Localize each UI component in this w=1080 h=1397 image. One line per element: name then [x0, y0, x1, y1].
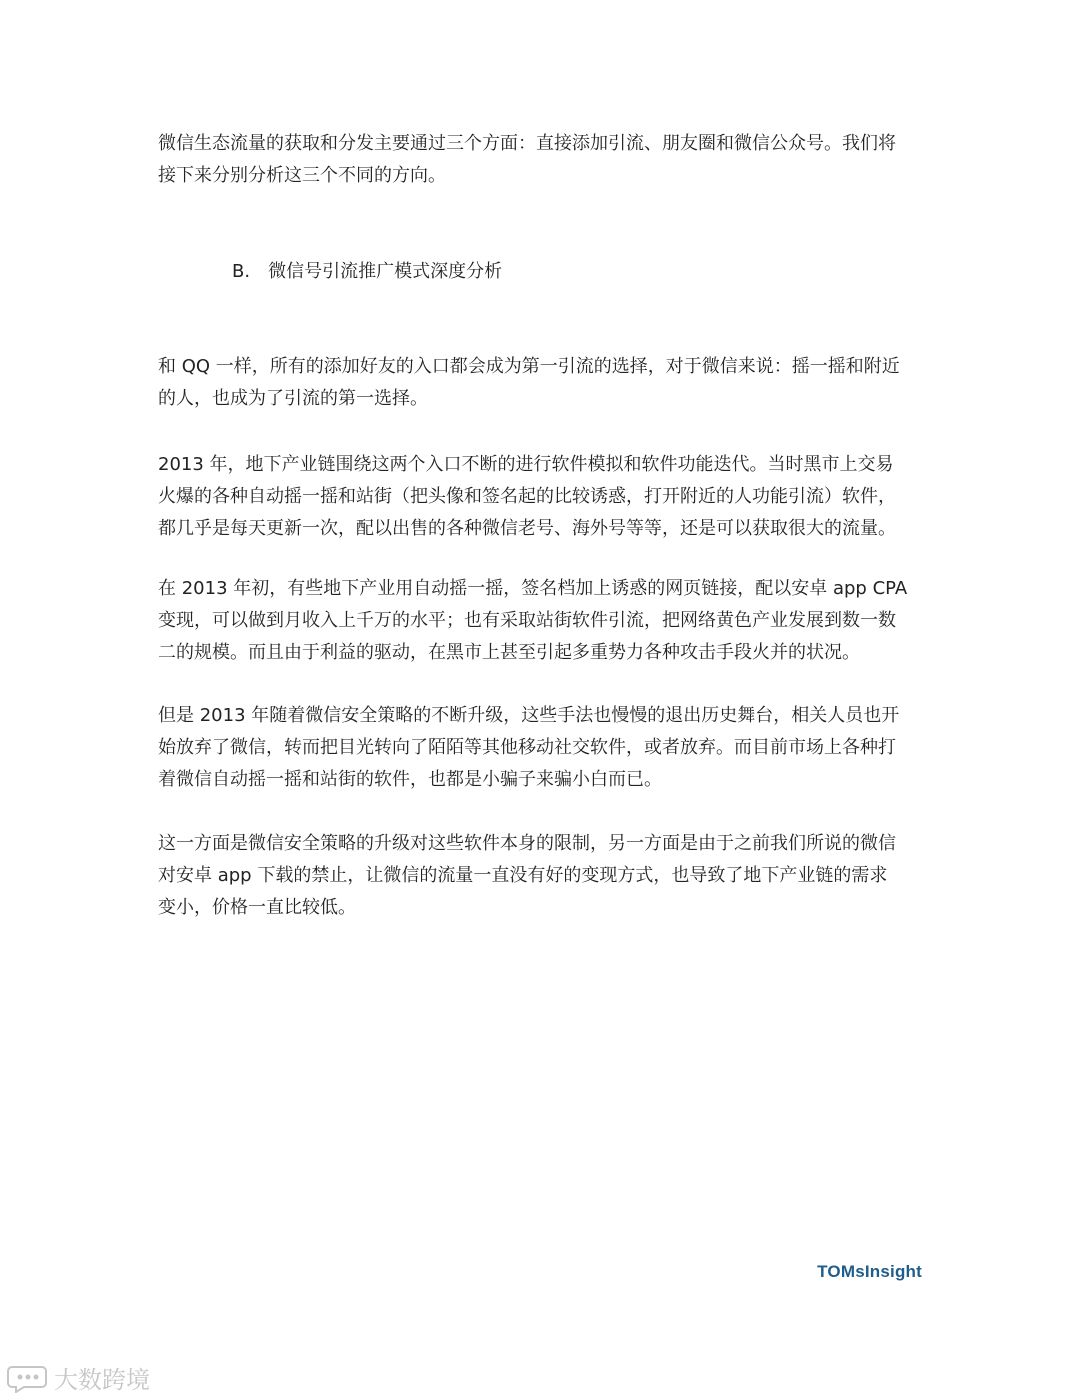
paragraph-2: 2013 年，地下产业链围绕这两个入口不断的进行软件模拟和软件功能迭代。当时黑市上交易 火爆的各种自动摇一摇和站街（把头像和签名起的比较诱惑，打开附近的人功能引流）软件， 都几乎是每天更新一次，配以出售的各种微信老号、海外号等等，还是可以获取很大的流量。 — [158, 454, 896, 539]
paragraph-3: 在 2013 年初，有些地下产业用自动摇一摇，签名档加上诱惑的网页链接，配以安卓 app CPA 变现，可以做到月收入上千万的水平；也有采取站街软件引流，把网络黄色产业发展到数一数 二的规模。而且由于利益的驱动，在黑市上甚至引起多重势力各种攻击手段火并的状况。 — [158, 578, 908, 663]
intro-paragraph: 微信生态流量的获取和分发主要通过三个方面：直接添加引流、朋友圈和微信公众号。我们将 接下来分别分析这三个不同的方向。 — [158, 133, 896, 186]
watermark — [6, 1360, 150, 1395]
watermark-text: 大数跨境 — [54, 1366, 150, 1394]
paragraph-4: 但是 2013 年随着微信安全策略的不断升级，这些手法也慢慢的退出历史舞台，相关人员也开 始放弃了微信，转而把目光转向了陌陌等其他移动社交软件，或者放弃。而目前市场上各种打 着微信自动摇一摇和站街的软件，也都是小骗子来骗小白而已。 — [158, 705, 900, 790]
brand-logo-text: TOMsInsight — [817, 1262, 922, 1281]
paragraph-1: 和 QQ 一样，所有的添加好友的入口都会成为第一引流的选择，对于微信来说：摇一摇和附近 的人，也成为了引流的第一选择。 — [158, 356, 900, 409]
section-title: 微信号引流推广模式深度分析 — [268, 261, 503, 282]
paragraph-5: 这一方面是微信安全策略的升级对这些软件本身的限制，另一方面是由于之前我们所说的微信 对安卓 app 下载的禁止，让微信的流量一直没有好的变现方式，也导致了地下产业链的需求 变小，价格一直比较低。 — [158, 833, 896, 918]
section-number: B. — [232, 261, 251, 282]
section-heading — [232, 256, 502, 288]
chat-bubble-logo-icon — [6, 1363, 50, 1393]
